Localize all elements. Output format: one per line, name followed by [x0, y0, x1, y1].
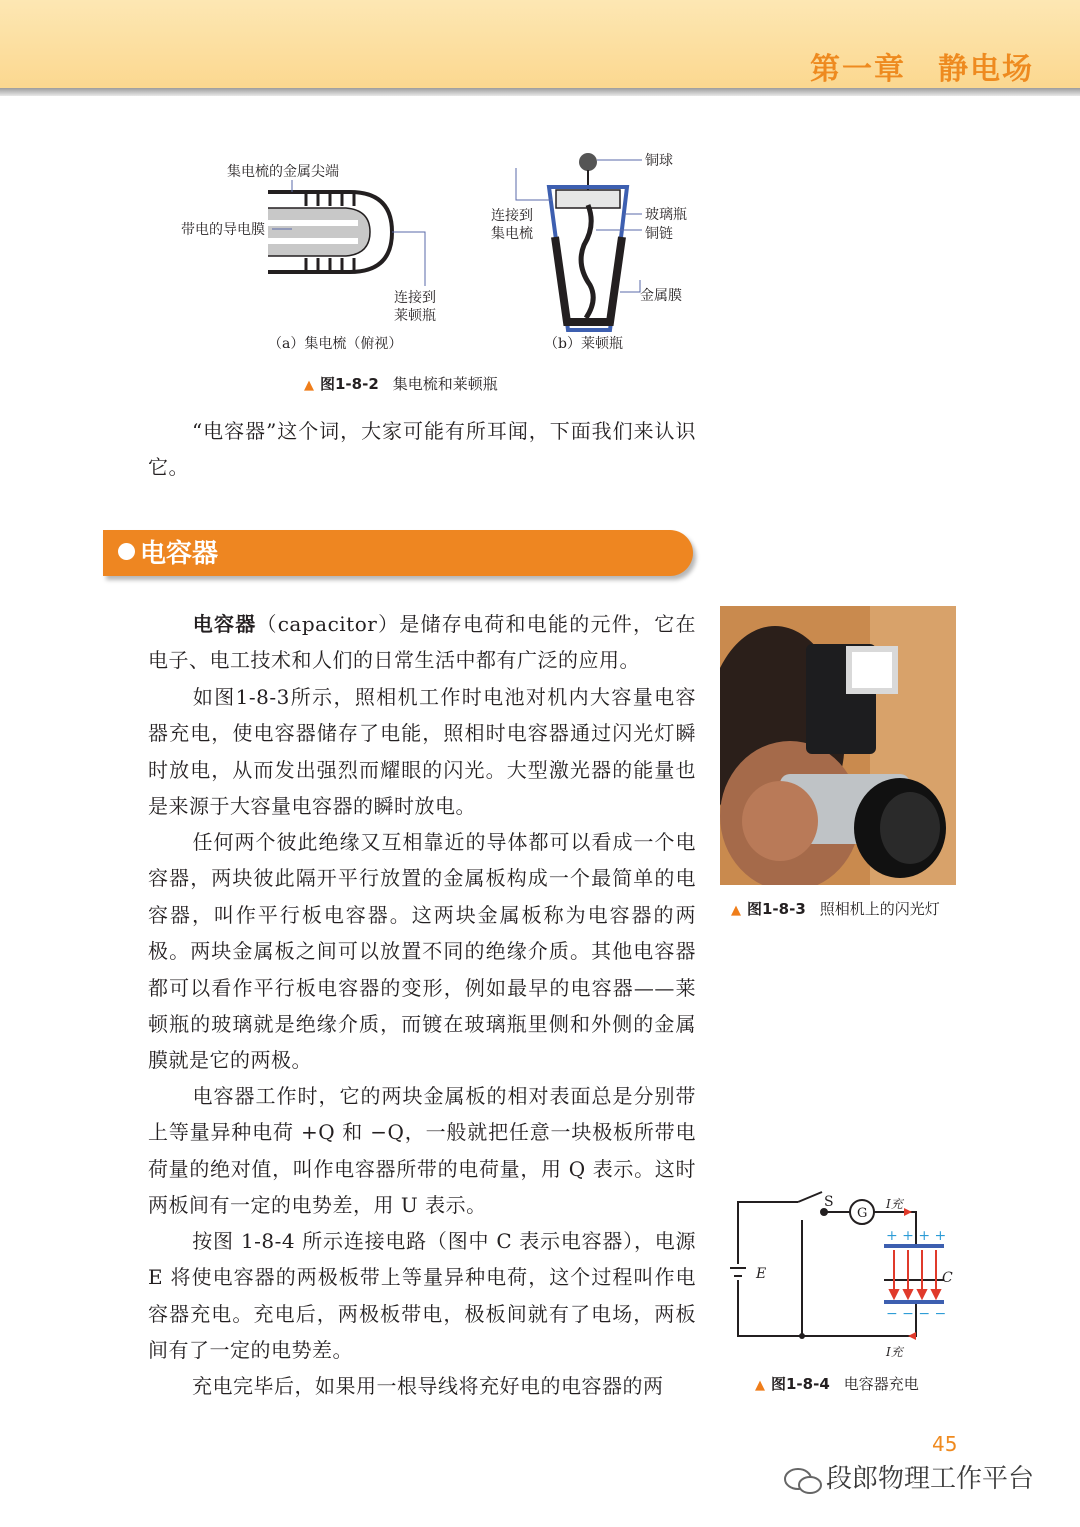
label-plus-charges: + + + + — [886, 1228, 947, 1244]
intro-paragraph: “电容器”这个词，大家可能有所耳闻，下面我们来认识它。 — [148, 419, 696, 480]
bullet-dot-icon — [118, 543, 135, 560]
caption-triangle-icon: ▲ — [304, 378, 314, 393]
label-jar-connect-2: 集电梳 — [491, 226, 533, 242]
page-number: 45 — [932, 1432, 958, 1456]
watermark-text: 段郎物理工作平台 — [826, 1464, 1035, 1494]
charging-circuit-diagram — [730, 1190, 970, 1370]
caption-sub-a: （a）集电梳（俯视） — [268, 336, 403, 352]
collector-comb-diagram — [268, 180, 425, 286]
label-jar-ball: 铜球 — [645, 153, 673, 169]
label-jar-glass: 玻璃瓶 — [645, 207, 687, 223]
label-switch: S — [824, 1194, 834, 1210]
label-galvanometer: G — [857, 1206, 868, 1221]
caption-sub-b: （b）莱顿瓶 — [544, 336, 623, 352]
figure-1-8-2-caption: ▲ 图1-8-2 集电梳和莱顿瓶 — [304, 375, 498, 393]
caption-triangle-icon: ▲ — [755, 1378, 765, 1393]
label-capacitor: C — [942, 1270, 953, 1286]
caption-triangle-icon: ▲ — [731, 903, 741, 918]
label-current-top: I充 — [886, 1197, 903, 1211]
label-jar-chain: 铜链 — [645, 226, 673, 242]
label-jar-connect-1: 连接到 — [491, 208, 533, 224]
label-comb-connect-1: 连接到 — [394, 290, 436, 306]
figure-1-8-4-caption: ▲ 图1-8-4 电容器充电 — [755, 1375, 919, 1393]
leyden-jar-diagram — [516, 153, 642, 330]
label-source: E — [756, 1266, 767, 1282]
paragraph-6: 充电完毕后，如果用一根导线将充好电的电容器的两 — [192, 1374, 664, 1398]
paragraph-1: 电容器（capacitor）是储存电荷和电能的元件，它在电子、电工技术和人们的日常生活中都有广泛的应用。 — [148, 612, 696, 673]
wechat-icon — [783, 1466, 823, 1496]
label-comb-connect-2: 莱顿瓶 — [394, 308, 436, 324]
label-current-bottom: I充 — [886, 1345, 903, 1359]
label-jar-film: 金属膜 — [640, 288, 682, 304]
key-term: 电容器 — [192, 612, 257, 636]
camera-flash-photo — [720, 606, 956, 885]
section-title: 电容器 — [140, 539, 219, 569]
paragraph-3: 任何两个彼此绝缘又互相靠近的导体都可以看成一个电容器，两块彼此隔开平行放置的金属板构成一个最简单的电容器，叫作平行板电容器。这两块金属板称为电容器的两极。两块金属板之间可以放置不同的绝缘介质。其他电容器都可以看作平行板电容器的变形，例如最早的电容器——莱顿瓶的玻璃就是绝缘介质，而镀在玻璃瓶里侧和外侧的金属膜就是它的两极。 — [148, 830, 696, 1073]
label-minus-charges: − − − − — [886, 1306, 947, 1322]
figure-1-8-2-diagram — [0, 0, 1080, 400]
paragraph-2: 如图1-8-3所示，照相机工作时电池对机内大容量电容器充电，使电容器储存了电能，照相时电容器通过闪光灯瞬时放电，从而发出强烈而耀眼的闪光。大型激光器的能量也是来源于大容量电容器的瞬时放电。 — [148, 685, 696, 819]
chapter-title: 第一章 静电场 — [810, 52, 1034, 87]
paragraph-5: 按图 1-8-4 所示连接电路（图中 C 表示电容器），电源 E 将使电容器的两极板带上等量异种电荷，这个过程叫作电容器充电。充电后，两极板带电，极板间就有了电场，两板间有了一定的电势差。 — [148, 1229, 696, 1363]
paragraph-4: 电容器工作时，它的两块金属板的相对表面总是分别带上等量异种电荷 +Q 和 −Q，一般就把任意一块极板所带电荷量的绝对值，叫作电容器所带的电荷量，用 Q 表示。这时两板间有一定的电势差，用 U 表示。 — [148, 1084, 696, 1218]
figure-1-8-3-caption: ▲ 图1-8-3 照相机上的闪光灯 — [731, 900, 940, 918]
label-comb-tip: 集电梳的金属尖端 — [227, 164, 339, 180]
label-comb-film: 带电的导电膜 — [181, 222, 265, 238]
